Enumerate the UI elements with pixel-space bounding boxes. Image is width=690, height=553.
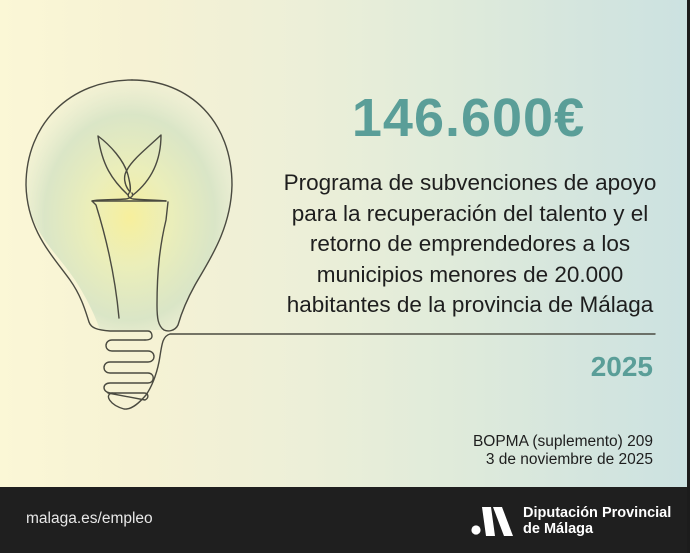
bulletin-reference: BOPMA (suplemento) 209 [472, 433, 653, 450]
logo-line-1: Diputación Provincial [523, 505, 672, 521]
description-line: habitantes de la provincia de Málaga [286, 292, 654, 317]
program-year: 2025 [590, 351, 653, 382]
description-line: municipios menores de 20.000 [316, 261, 624, 287]
logo-wordmark [523, 505, 671, 537]
grant-amount: 146.600€ [351, 88, 586, 148]
diputacion-logo [471, 501, 671, 541]
source-reference [473, 433, 653, 469]
logo-line-2: de Málaga [523, 521, 594, 537]
description-line: retorno de emprendedores a los [309, 231, 631, 256]
publication-date: 3 de noviembre de 2025 [485, 451, 653, 468]
description-line: Programa de subvenciones de apoyo [283, 170, 657, 195]
diputacion-logo-icon [471, 505, 517, 537]
website-link[interactable]: malaga.es/empleo [26, 510, 153, 527]
footer-bar [0, 487, 687, 553]
description-line: para la recuperación del talento y el [291, 200, 649, 226]
program-description [260, 168, 680, 321]
